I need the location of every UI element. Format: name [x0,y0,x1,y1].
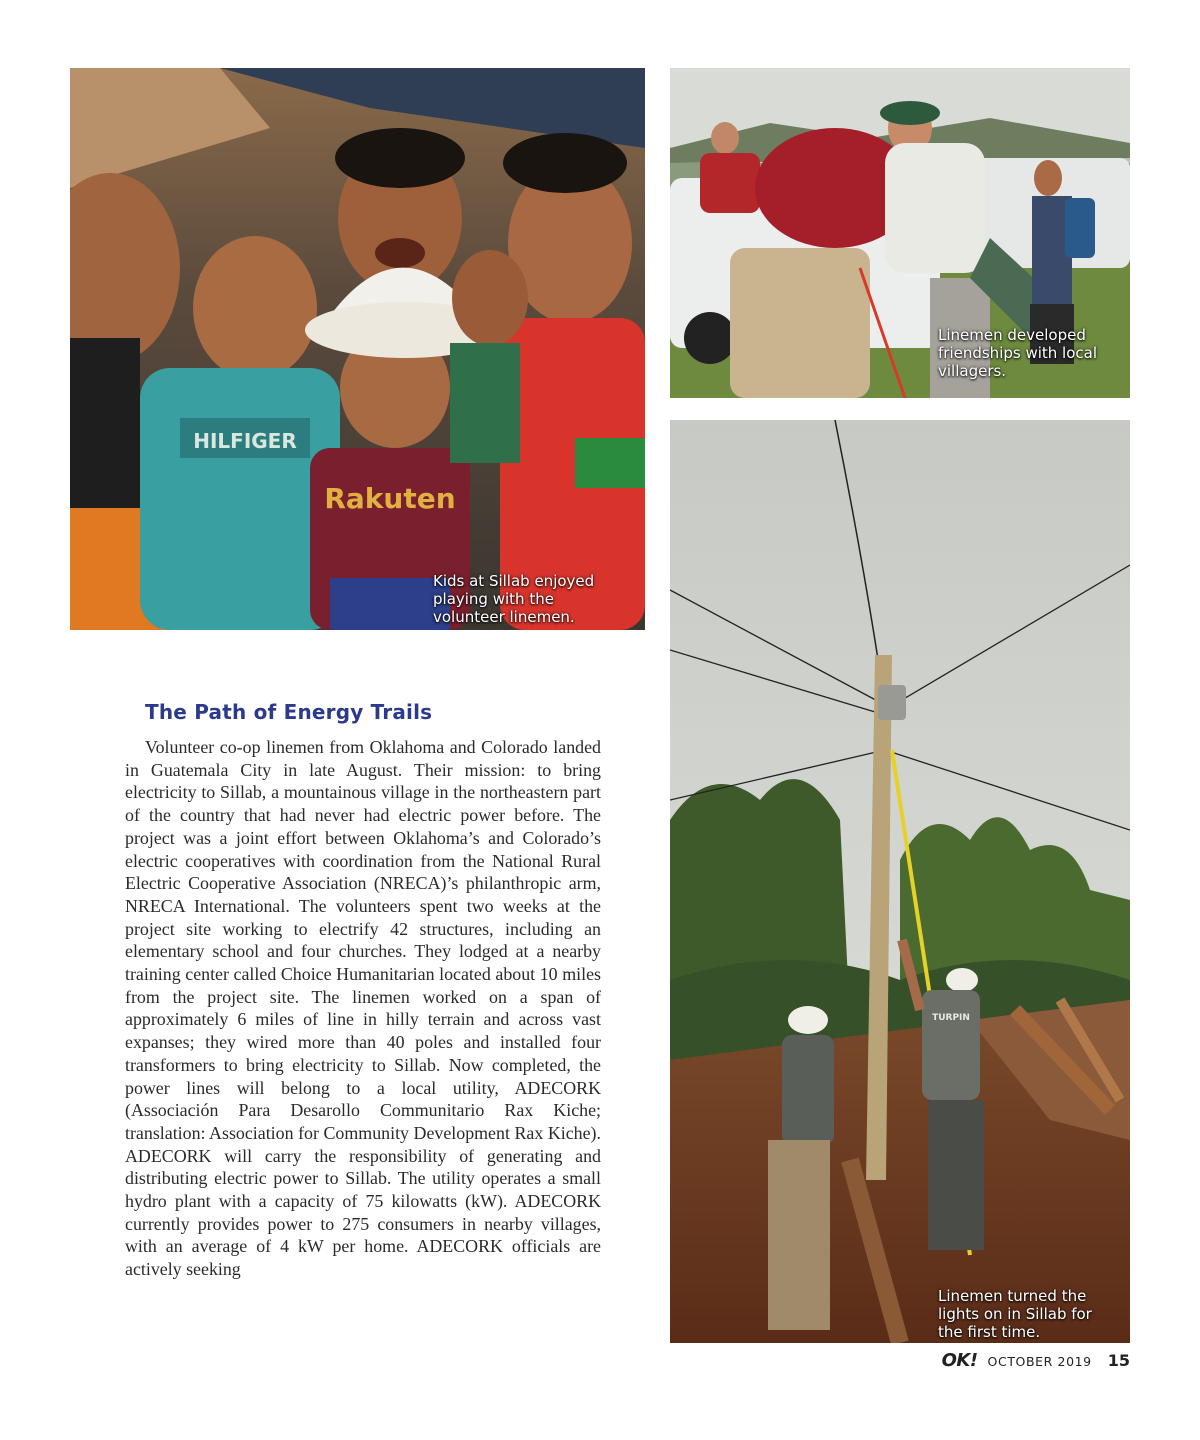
article-body: Volunteer co-op linemen from Oklahoma and Colorado landed in Guatemala City in late August. Their mission: to bring electricity to Sillab, a mountainous village in the northeastern part of the country that had never had electric power before. The project was a joint effort between Oklahoma’s and Colorado’s electric cooperatives with coordination from the National Rural Electric Cooperative Association (NRECA)’s philanthropic arm, NRECA International. The volunteers spent two weeks at the project site working to electrify 42 structures, including an elementary school and four churches. They lodged at a nearby training center called Choice Humanitarian located about 10 miles from the project site. The linemen worked on a span of approximately 6 miles of line in hilly terrain and across vast expanses; they wired more than 40 poles and installed four transformers to bring electricity to Sillab. Now completed, the power lines will belong to a local utility, ADECORK (Associación Para Desarollo Communitario Rax Kiche; translation: Association for Community Development Rax Kiche). ADECORK will carry the responsibility of generating and distributing electric power to Sillab. The utility operates a small hydro plant with a capacity of 75 kilowatts (kW). ADECORK currently provides power to 275 consumers in nearby villages, with an average of 4 kW per home. ADECORK officials are actively seeking [125,737,601,1280]
magazine-logo: OK! [941,1350,978,1371]
page-footer [942,1350,1130,1371]
power-pole-photo [670,420,1130,1343]
turpin-shirt-text: TURPIN [932,1013,970,1023]
page-number: 15 [1107,1351,1130,1370]
pole-photo-caption: Linemen turned the lights on in Sillab for the first time. [938,1287,1092,1341]
issue-date: OCTOBER 2019 [987,1354,1092,1369]
hilfiger-shirt-text: HILFIGER [193,429,297,453]
power-pole-photo-image [670,420,1130,1343]
rakuten-shirt-text: Rakuten [324,482,456,515]
article-headline: The Path of Energy Trails [145,700,433,724]
kids-photo-image [70,68,645,630]
kids-photo-caption: Kids at Sillab enjoyed playing with the volunteer linemen. [433,572,595,626]
kids-photo [70,68,645,630]
hug-photo-caption: Linemen developed friendships with local villagers. [938,326,1098,380]
linemen-hug-photo [670,68,1130,398]
